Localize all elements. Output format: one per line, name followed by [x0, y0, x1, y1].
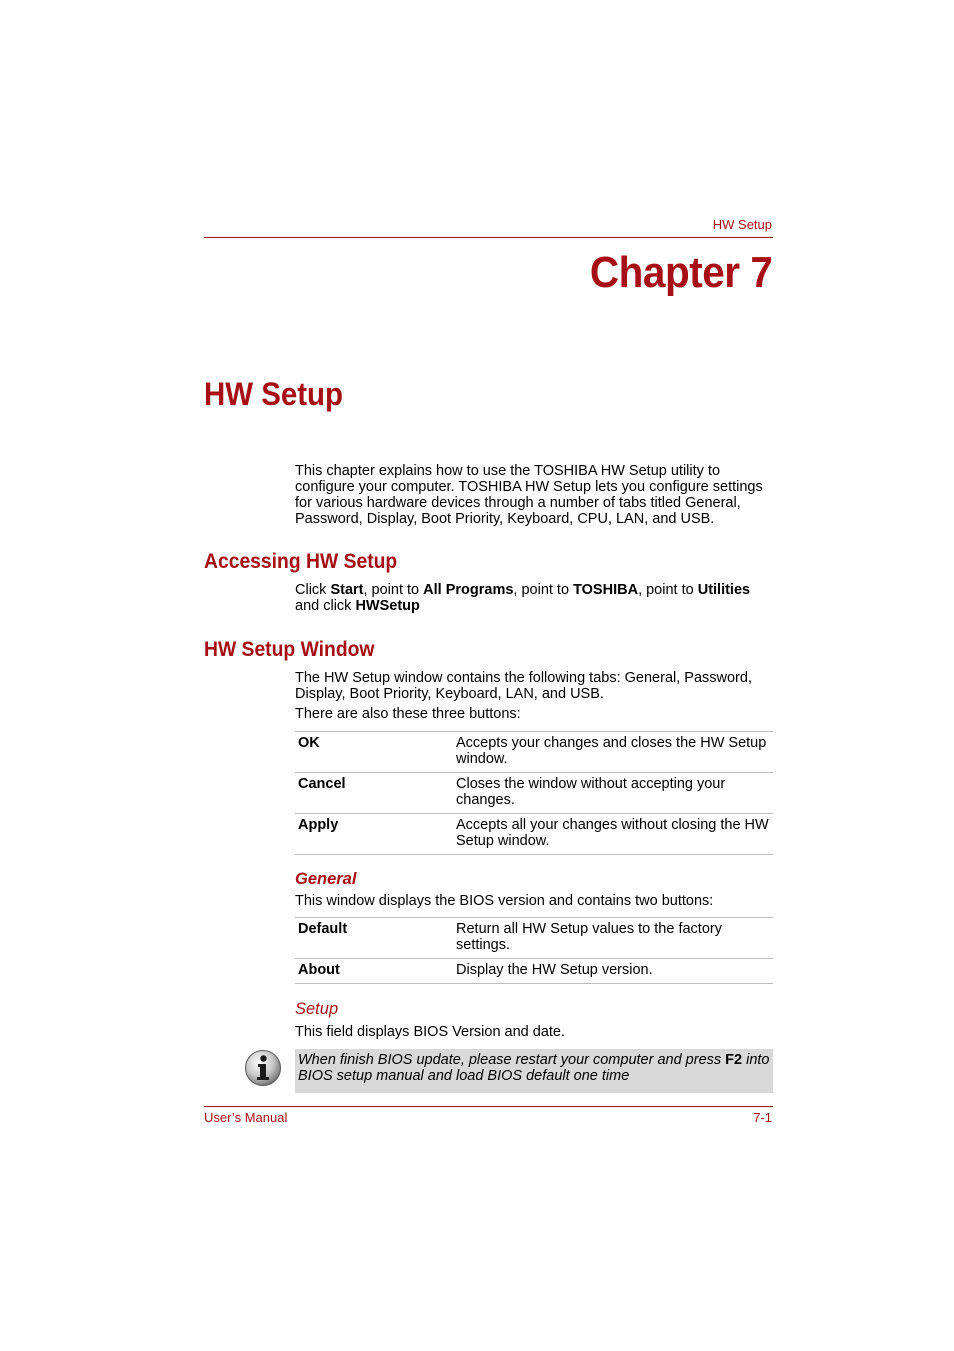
note-text [298, 1052, 770, 1084]
intro-paragraph: This chapter explains how to use the TOSHIBA HW Setup utility to configure your computer. TOSHIBA HW Setup lets you configure settings for various hardware devices through a number of tabs titled General, Password, Display, Boot Priority, Keyboard, CPU, LAN, and USB. [295, 463, 763, 527]
text-run: , point to [363, 582, 424, 598]
setup-paragraph: This field displays BIOS Version and date. [295, 1024, 566, 1040]
general-buttons-table [295, 917, 773, 984]
desc-cell: Return all HW Setup values to the factory settings. [453, 918, 773, 959]
footer-page-number: 7-1 [753, 1110, 772, 1125]
info-icon [244, 1049, 282, 1087]
text-run: and click [295, 598, 356, 614]
term-cell: Cancel [295, 773, 453, 814]
header-rule [204, 237, 773, 238]
setup-heading: Setup [295, 1000, 339, 1018]
general-paragraph: This window displays the BIOS version and contains two buttons: [295, 893, 714, 909]
window-paragraph-2: There are also these three buttons: [295, 706, 521, 722]
table-row [295, 814, 773, 855]
table-row [295, 773, 773, 814]
text-run: , point to [513, 582, 574, 598]
table-row [295, 918, 773, 959]
desc-cell: Accepts your changes and closes the HW Setup window. [453, 732, 773, 773]
text-run: When finish BIOS update, please restart your computer and press [298, 1052, 726, 1068]
term-cell: Apply [295, 814, 453, 855]
accessing-heading: Accessing HW Setup [204, 550, 398, 573]
bold-run: HWSetup [355, 598, 420, 614]
term-cell: Default [295, 918, 453, 959]
text-run: into BIOS setup manual and load BIOS default one time [298, 1052, 770, 1084]
footer-rule [204, 1106, 773, 1107]
bold-run: F2 [725, 1052, 743, 1068]
window-paragraph: The HW Setup window contains the following tabs: General, Password, Display, Boot Priority, Keyboard, LAN, and USB. [295, 670, 752, 702]
running-header: HW Setup [712, 217, 772, 232]
chapter-label: Chapter 7 [589, 248, 772, 297]
bold-run: All Programs [423, 582, 514, 598]
bold-run: TOSHIBA [573, 582, 639, 598]
desc-cell: Closes the window without accepting your changes. [453, 773, 773, 814]
text-run: , point to [638, 582, 698, 598]
footer-manual-label: User’s Manual [204, 1110, 288, 1125]
page-title: HW Setup [204, 376, 344, 412]
buttons-table [295, 731, 773, 855]
bold-run: Utilities [697, 582, 751, 598]
desc-cell: Accepts all your changes without closing the HW Setup window. [453, 814, 773, 855]
bold-run: Start [330, 582, 364, 598]
text-run: Click [295, 582, 331, 598]
term-cell: OK [295, 732, 453, 773]
table-row [295, 959, 773, 984]
term-cell: About [295, 959, 453, 984]
window-heading: HW Setup Window [204, 638, 375, 661]
desc-cell: Display the HW Setup version. [453, 959, 773, 984]
general-heading: General [295, 870, 357, 888]
table-row [295, 732, 773, 773]
accessing-paragraph [295, 582, 773, 614]
